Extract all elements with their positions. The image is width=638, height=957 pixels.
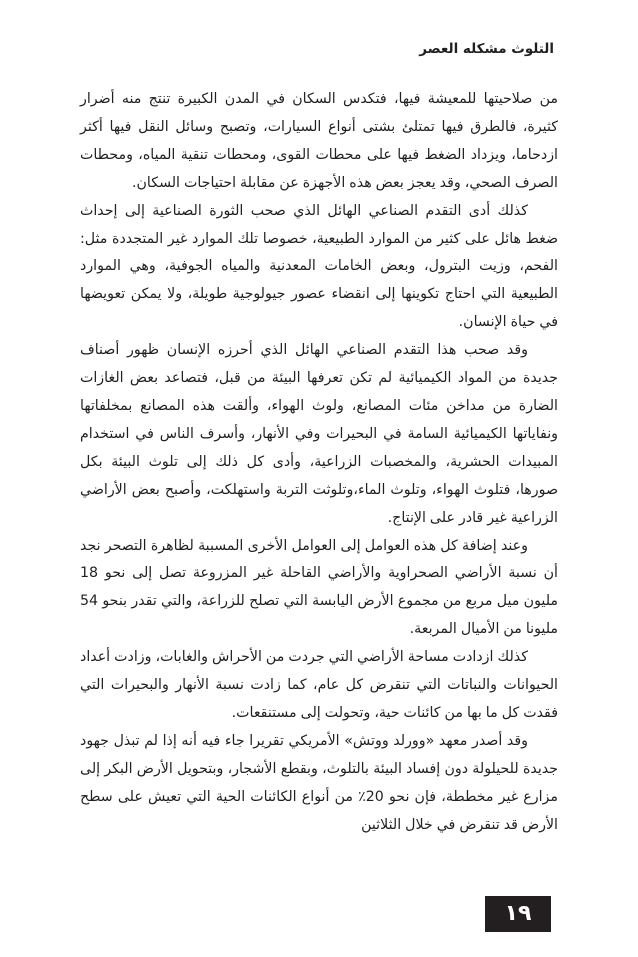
- page-number-badge: ١٩: [485, 896, 551, 932]
- paragraph-3: وقد صحب هذا التقدم الصناعي الهائل الذي أحرزه الإنسان ظهور أصناف جديدة من المواد الكيميائية لم تكن تعرفها البيئة من قبل، فتصاعد بعض الغازات الضارة من مداخن مئات المصانع، ولوث الهواء، وألقت هذه المصانع بمخلفاتها ونفاياتها الكيميائية السامة في البحيرات وفي الأنهار، وأسرف الناس في استخدام المبيدات الحشرية، والمخصبات الزراعية، وأدى كل ذلك إلى تلوث البيئة بكل صورها، فتلوث الهواء، وتلوث الماء،وتلوثت التربة واستهلكت، وأصبح بعض الأراضي الزراعية غير قادر على الإنتاج.: [80, 342, 558, 526]
- paragraph-2: كذلك أدى التقدم الصناعي الهائل الذي صحب الثورة الصناعية إلى إحداث ضغط هائل على كثير من الموارد الطبيعية، خصوصا تلك الموارد غير المتجددة مثل: الفحم، وزيت البترول، وبعض الخامات المعدنية والمياه الجوفية، وهي الموارد الطبيعية التي احتاج تكوينها إلى انقضاء عصور جيولوجية طويلة، ولا يمكن تعويضها في حياة الإنسان.: [80, 202, 558, 331]
- paragraph-6: وقد أصدر معهد «وورلد ووتش» الأمريكي تقريرا جاء فيه أنه إذا لم تبذل جهود جديدة للحيلولة دون إفساد البيئة بالتلوث، وبقطع الأشجار، وبتحويل الأرض البكر إلى مزارع غير مخططة، فإن نحو 20٪ من أنواع الكائنات الحية التي تعيش على سطح الأرض قد تنقرض في خلال الثلاثين: [80, 732, 558, 833]
- page-body: [80, 86, 558, 839]
- running-header: التلوث مشكله العصر: [419, 41, 554, 57]
- paragraph-4: وعند إضافة كل هذه العوامل إلى العوامل الأخرى المسببة لظاهرة التصحر نجد أن نسبة الأراضي الصحراوية والأراضي القاحلة غير المزروعة تصل إلى نحو 18 مليون ميل مربع من مجموع الأرض اليابسة التي تصلح للزراعة، والتي تقدر بنحو 54 مليونا من الأميال المربعة.: [80, 537, 558, 638]
- paragraph-5: كذلك ازدادت مساحة الأراضي التي جردت من الأحراش والغابات، وزادت أعداد الحيوانات والنباتات التي تنقرض كل عام، كما زادت نسبة الأنهار والبحيرات التي فقدت كل ما بها من كائنات حية، وتحولت إلى مستنقعات.: [80, 649, 558, 721]
- paragraph-1: من صلاحيتها للمعيشة فيها، فتكدس السكان في المدن الكبيرة تنتج منه أضرار كثيرة، فالطرق فيها تمتلئ بشتى أنواع السيارات، وتصبح وسائل النقل فيها أكثر ازدحاما، ويزداد الضغط فيها على محطات القوى، ومحطات تنقية المياه، ومحطات الصرف الصحي، وقد يعجز بعض هذه الأجهزة عن مقابلة احتياجات السكان.: [80, 91, 558, 191]
